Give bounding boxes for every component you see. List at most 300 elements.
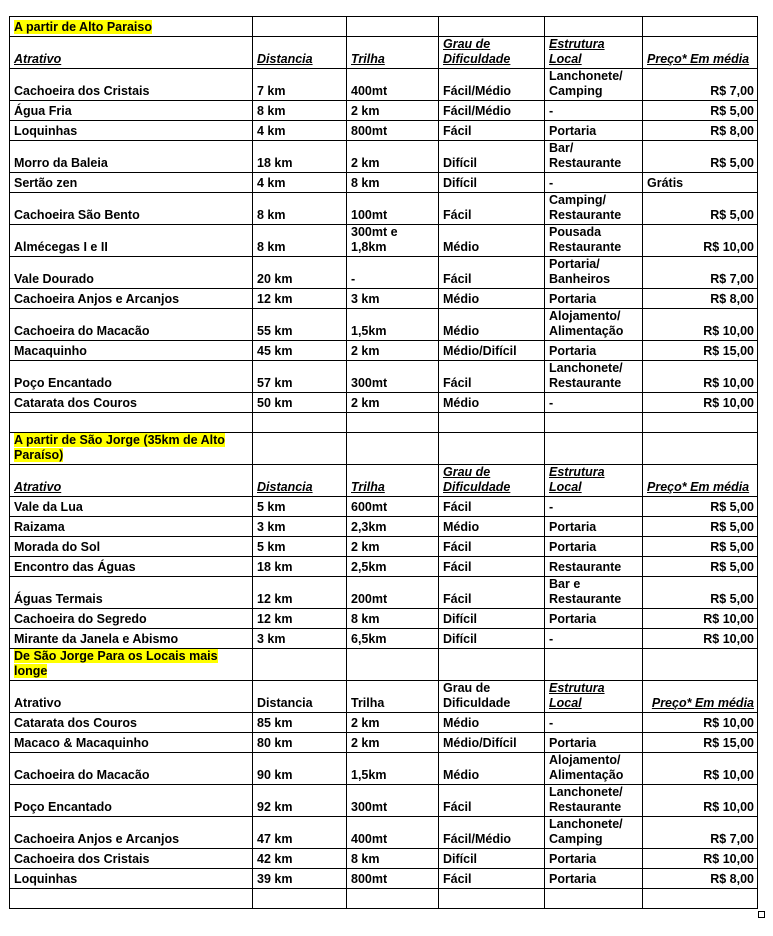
cell-atrativo: [10, 309, 253, 341]
table-row: [10, 537, 758, 557]
cell-text: Difícil: [443, 176, 478, 190]
column-header-row: [10, 681, 758, 713]
cell-text: R$ 7,00: [710, 272, 754, 286]
cell-estrutura: [545, 497, 643, 517]
cell-text: R$ 15,00: [703, 344, 754, 358]
cell-text: Médio/Difícil: [443, 736, 517, 750]
cell-text: R$ 10,00: [703, 612, 754, 626]
cell-grau: [439, 733, 545, 753]
cell-text: -: [549, 104, 554, 118]
cell-distancia: [253, 849, 347, 869]
cell-text: R$ 8,00: [710, 124, 754, 138]
cell-trilha: [347, 173, 439, 193]
cell-grau: [439, 537, 545, 557]
cell-atrativo: [10, 361, 253, 393]
cell-text: Lanchonete/ Camping: [549, 69, 623, 98]
header-preco: [643, 37, 758, 69]
table-row: [10, 609, 758, 629]
cell-text: 200mt: [351, 592, 388, 606]
header-text: Preço* Em média: [647, 52, 750, 66]
header-text: Grau de Dificuldade: [443, 37, 511, 66]
cell-text: Fácil/Médio: [443, 832, 512, 846]
header-text: Preço* Em média: [647, 480, 750, 494]
cell-atrativo: [10, 629, 253, 649]
cell-atrativo: [10, 141, 253, 173]
cell-trilha: [347, 537, 439, 557]
cell-grau: [439, 69, 545, 101]
cell-text: 300mt e 1,8km: [351, 225, 398, 254]
cell-estrutura: [545, 361, 643, 393]
cell-text: Médio: [443, 716, 480, 730]
cell-estrutura: [545, 785, 643, 817]
cell-text: 2 km: [351, 716, 380, 730]
cell-distancia: [253, 869, 347, 889]
cell-atrativo: [10, 341, 253, 361]
cell-grau: [439, 557, 545, 577]
cell-distancia: [253, 817, 347, 849]
cell-estrutura: [545, 121, 643, 141]
cell-estrutura: [545, 733, 643, 753]
cell-text: R$ 15,00: [703, 736, 754, 750]
cell-trilha: [347, 341, 439, 361]
cell-text: 5 km: [257, 540, 286, 554]
cell-text: 45 km: [257, 344, 293, 358]
cell-text: -: [351, 272, 356, 286]
cell-trilha: [347, 785, 439, 817]
cell-distancia: [253, 101, 347, 121]
cell-atrativo: [10, 557, 253, 577]
cell-atrativo: [10, 869, 253, 889]
cell-text: 2,3km: [351, 520, 387, 534]
section-title: [10, 649, 253, 681]
cell-text: Médio: [443, 396, 480, 410]
cell-grau: [439, 817, 545, 849]
cell-text: Grátis: [647, 176, 684, 190]
cell-grau: [439, 193, 545, 225]
empty-cell: [439, 17, 545, 37]
column-header-row: [10, 37, 758, 69]
cell-trilha: [347, 361, 439, 393]
cell-text: Bar/ Restaurante: [549, 141, 622, 170]
table-row: [10, 101, 758, 121]
cell-text: Difícil: [443, 852, 478, 866]
cell-text: R$ 7,00: [710, 84, 754, 98]
cell-text: 18 km: [257, 560, 293, 574]
cell-text: 80 km: [257, 736, 293, 750]
cell-text: 5 km: [257, 500, 286, 514]
header-distancia: [253, 465, 347, 497]
cell-text: Loquinhas: [14, 124, 78, 138]
cell-text: Portaria: [549, 736, 597, 750]
cell-text: Portaria/ Banheiros: [549, 257, 611, 286]
cell-trilha: [347, 393, 439, 413]
cell-grau: [439, 497, 545, 517]
cell-text: 20 km: [257, 272, 293, 286]
cell-grau: [439, 609, 545, 629]
cell-trilha: [347, 141, 439, 173]
cell-text: 800mt: [351, 124, 388, 138]
cell-grau: [439, 713, 545, 733]
header-estrutura: [545, 681, 643, 713]
empty-cell: [439, 433, 545, 465]
cell-text: Portaria: [549, 872, 597, 886]
cell-text: Macaco & Macaquinho: [14, 736, 149, 750]
cell-text: R$ 5,00: [710, 156, 754, 170]
header-atrativo: [10, 681, 253, 713]
empty-cell: [347, 433, 439, 465]
cell-text: Fácil: [443, 540, 472, 554]
cell-text: Fácil: [443, 872, 472, 886]
cell-text: Difícil: [443, 612, 478, 626]
cell-distancia: [253, 393, 347, 413]
cell-text: 47 km: [257, 832, 293, 846]
cell-atrativo: [10, 257, 253, 289]
table-row: [10, 849, 758, 869]
cell-text: Poço Encantado: [14, 800, 112, 814]
cell-distancia: [253, 309, 347, 341]
table-row: [10, 69, 758, 101]
cell-trilha: [347, 609, 439, 629]
cell-distancia: [253, 121, 347, 141]
cell-preco: [643, 225, 758, 257]
cell-grau: [439, 753, 545, 785]
cell-text: -: [549, 396, 554, 410]
cell-text: 400mt: [351, 832, 388, 846]
cell-text: Difícil: [443, 156, 478, 170]
cell-text: Fácil: [443, 124, 472, 138]
cell-grau: [439, 577, 545, 609]
cell-text: Bar e Restaurante: [549, 577, 622, 606]
cell-preco: [643, 101, 758, 121]
cell-text: 2 km: [351, 104, 380, 118]
cell-text: Portaria: [549, 344, 597, 358]
cell-trilha: [347, 869, 439, 889]
cell-text: -: [549, 176, 554, 190]
cell-grau: [439, 849, 545, 869]
empty-cell: [10, 413, 253, 433]
cell-text: R$ 10,00: [703, 716, 754, 730]
empty-cell: [439, 649, 545, 681]
table-row: [10, 753, 758, 785]
cell-text: Macaquinho: [14, 344, 87, 358]
header-grau: [439, 37, 545, 69]
cell-text: Morada do Sol: [14, 540, 101, 554]
section-title-row: [10, 17, 758, 37]
empty-cell: [253, 413, 347, 433]
cell-text: Mirante da Janela e Abismo: [14, 632, 179, 646]
cell-atrativo: [10, 713, 253, 733]
empty-cell: [253, 889, 347, 909]
cell-distancia: [253, 557, 347, 577]
cell-preco: [643, 517, 758, 537]
header-trilha: [347, 465, 439, 497]
cell-text: Alojamento/ Alimentação: [549, 309, 624, 338]
cell-atrativo: [10, 69, 253, 101]
cell-trilha: [347, 225, 439, 257]
cell-distancia: [253, 289, 347, 309]
cell-preco: [643, 557, 758, 577]
cell-distancia: [253, 361, 347, 393]
cell-estrutura: [545, 817, 643, 849]
cell-grau: [439, 785, 545, 817]
cell-atrativo: [10, 289, 253, 309]
cell-text: 12 km: [257, 612, 293, 626]
cell-atrativo: [10, 193, 253, 225]
cell-estrutura: [545, 629, 643, 649]
cell-trilha: [347, 289, 439, 309]
cell-atrativo: [10, 609, 253, 629]
cell-text: Loquinhas: [14, 872, 78, 886]
cell-text: Catarata dos Couros: [14, 396, 137, 410]
section-title-row: [10, 649, 758, 681]
cell-text: Médio: [443, 292, 480, 306]
cell-text: -: [549, 716, 554, 730]
cell-text: R$ 10,00: [703, 632, 754, 646]
cell-estrutura: [545, 393, 643, 413]
cell-preco: [643, 869, 758, 889]
cell-distancia: [253, 753, 347, 785]
cell-grau: [439, 173, 545, 193]
cell-text: Portaria: [549, 124, 597, 138]
table-body: [10, 17, 758, 909]
header-atrativo: [10, 37, 253, 69]
empty-cell: [643, 649, 758, 681]
cell-text: Cachoeira Anjos e Arcanjos: [14, 292, 180, 306]
cell-text: Cachoeira Anjos e Arcanjos: [14, 832, 180, 846]
cell-text: Fácil: [443, 272, 472, 286]
cell-text: Restaurante: [549, 560, 622, 574]
cell-text: R$ 5,00: [710, 592, 754, 606]
header-text: Trilha: [351, 480, 385, 494]
cell-estrutura: [545, 69, 643, 101]
cell-atrativo: [10, 393, 253, 413]
cell-text: Catarata dos Couros: [14, 716, 137, 730]
cell-text: -: [549, 632, 554, 646]
table-row: [10, 869, 758, 889]
cell-preco: [643, 69, 758, 101]
attractions-table: [9, 16, 758, 909]
cell-trilha: [347, 557, 439, 577]
cell-text: 92 km: [257, 800, 293, 814]
cell-text: Cachoeira São Bento: [14, 208, 140, 222]
end-of-cell-marker: [758, 911, 765, 918]
header-text: Estrutura Local: [549, 681, 605, 710]
cell-text: R$ 10,00: [703, 396, 754, 410]
table-row: [10, 785, 758, 817]
cell-distancia: [253, 537, 347, 557]
cell-text: Fácil/Médio: [443, 104, 512, 118]
cell-trilha: [347, 193, 439, 225]
table-row: [10, 193, 758, 225]
table-row: [10, 517, 758, 537]
header-grau: [439, 465, 545, 497]
cell-text: 1,5km: [351, 324, 387, 338]
header-atrativo: [10, 465, 253, 497]
header-estrutura: [545, 37, 643, 69]
cell-preco: [643, 497, 758, 517]
cell-text: R$ 5,00: [710, 540, 754, 554]
cell-preco: [643, 577, 758, 609]
table-row: [10, 341, 758, 361]
cell-text: 300mt: [351, 800, 388, 814]
cell-text: 55 km: [257, 324, 293, 338]
cell-estrutura: [545, 849, 643, 869]
cell-text: Fácil: [443, 376, 472, 390]
cell-text: Portaria: [549, 852, 597, 866]
cell-estrutura: [545, 101, 643, 121]
cell-text: R$ 5,00: [710, 208, 754, 222]
cell-text: Difícil: [443, 632, 478, 646]
empty-cell: [545, 433, 643, 465]
cell-atrativo: [10, 101, 253, 121]
cell-trilha: [347, 517, 439, 537]
cell-text: Raizama: [14, 520, 65, 534]
cell-text: Lanchonete/ Restaurante: [549, 361, 623, 390]
cell-text: 7 km: [257, 84, 286, 98]
cell-trilha: [347, 497, 439, 517]
cell-text: 3 km: [257, 632, 286, 646]
cell-text: 800mt: [351, 872, 388, 886]
cell-distancia: [253, 225, 347, 257]
cell-distancia: [253, 609, 347, 629]
header-text: Distancia: [257, 52, 313, 66]
cell-preco: [643, 309, 758, 341]
cell-text: 2 km: [351, 396, 380, 410]
header-text: Estrutura Local: [549, 37, 605, 66]
cell-text: Médio: [443, 324, 480, 338]
cell-grau: [439, 309, 545, 341]
cell-estrutura: [545, 557, 643, 577]
section-title: [10, 17, 253, 37]
cell-text: R$ 8,00: [710, 292, 754, 306]
header-text: Grau de Dificuldade: [443, 465, 511, 494]
cell-grau: [439, 361, 545, 393]
table-row: [10, 577, 758, 609]
section-title-text: A partir de Alto Paraiso: [14, 20, 152, 34]
cell-preco: [643, 193, 758, 225]
cell-preco: [643, 849, 758, 869]
cell-text: Água Fria: [14, 104, 72, 118]
cell-text: Portaria: [549, 292, 597, 306]
cell-grau: [439, 629, 545, 649]
cell-grau: [439, 393, 545, 413]
cell-text: Fácil: [443, 800, 472, 814]
cell-atrativo: [10, 173, 253, 193]
cell-text: Águas Termais: [14, 592, 103, 606]
cell-distancia: [253, 785, 347, 817]
cell-distancia: [253, 141, 347, 173]
cell-preco: [643, 537, 758, 557]
header-text: Trilha: [351, 696, 385, 710]
cell-trilha: [347, 257, 439, 289]
cell-text: R$ 10,00: [703, 324, 754, 338]
cell-grau: [439, 225, 545, 257]
cell-distancia: [253, 69, 347, 101]
cell-atrativo: [10, 537, 253, 557]
blank-row: [10, 413, 758, 433]
header-trilha: [347, 681, 439, 713]
empty-cell: [347, 889, 439, 909]
cell-text: Sertão zen: [14, 176, 78, 190]
empty-cell: [643, 17, 758, 37]
cell-trilha: [347, 309, 439, 341]
cell-preco: [643, 257, 758, 289]
header-grau: [439, 681, 545, 713]
cell-text: 400mt: [351, 84, 388, 98]
cell-text: Fácil: [443, 592, 472, 606]
cell-text: R$ 10,00: [703, 768, 754, 782]
table-row: [10, 497, 758, 517]
cell-text: R$ 10,00: [703, 800, 754, 814]
cell-text: Alojamento/ Alimentação: [549, 753, 624, 782]
table-row: [10, 309, 758, 341]
cell-text: 18 km: [257, 156, 293, 170]
section-title-text: De São Jorge Para os Locais mais longe: [14, 649, 218, 678]
empty-cell: [347, 649, 439, 681]
empty-cell: [545, 649, 643, 681]
cell-trilha: [347, 849, 439, 869]
empty-cell: [253, 433, 347, 465]
header-distancia: [253, 681, 347, 713]
cell-distancia: [253, 733, 347, 753]
cell-text: R$ 10,00: [703, 852, 754, 866]
cell-estrutura: [545, 537, 643, 557]
cell-atrativo: [10, 817, 253, 849]
cell-text: Vale da Lua: [14, 500, 83, 514]
empty-cell: [643, 413, 758, 433]
cell-text: Portaria: [549, 520, 597, 534]
cell-text: Lanchonete/ Restaurante: [549, 785, 623, 814]
cell-text: R$ 10,00: [703, 240, 754, 254]
header-text: Atrativo: [14, 696, 62, 710]
cell-atrativo: [10, 577, 253, 609]
cell-estrutura: [545, 173, 643, 193]
cell-text: Pousada Restaurante: [549, 225, 622, 254]
cell-estrutura: [545, 713, 643, 733]
cell-text: Encontro das Águas: [14, 560, 136, 574]
cell-text: 4 km: [257, 124, 286, 138]
cell-text: 8 km: [351, 176, 380, 190]
empty-cell: [347, 17, 439, 37]
cell-text: 6,5km: [351, 632, 387, 646]
header-text: Grau de Dificuldade: [443, 681, 511, 710]
cell-preco: [643, 817, 758, 849]
cell-estrutura: [545, 517, 643, 537]
cell-distancia: [253, 257, 347, 289]
empty-cell: [10, 889, 253, 909]
cell-distancia: [253, 193, 347, 225]
cell-text: 3 km: [257, 520, 286, 534]
header-text: Distancia: [257, 480, 313, 494]
cell-grau: [439, 257, 545, 289]
empty-cell: [545, 889, 643, 909]
cell-text: Cachoeira dos Cristais: [14, 84, 150, 98]
cell-text: 12 km: [257, 292, 293, 306]
cell-grau: [439, 101, 545, 121]
cell-grau: [439, 341, 545, 361]
header-text: Estrutura Local: [549, 465, 605, 494]
cell-text: 2 km: [351, 540, 380, 554]
section-title: [10, 433, 253, 465]
table-row: [10, 141, 758, 173]
cell-trilha: [347, 713, 439, 733]
table-row: [10, 121, 758, 141]
cell-text: R$ 7,00: [710, 832, 754, 846]
cell-text: 300mt: [351, 376, 388, 390]
cell-grau: [439, 141, 545, 173]
table-row: [10, 713, 758, 733]
cell-estrutura: [545, 869, 643, 889]
